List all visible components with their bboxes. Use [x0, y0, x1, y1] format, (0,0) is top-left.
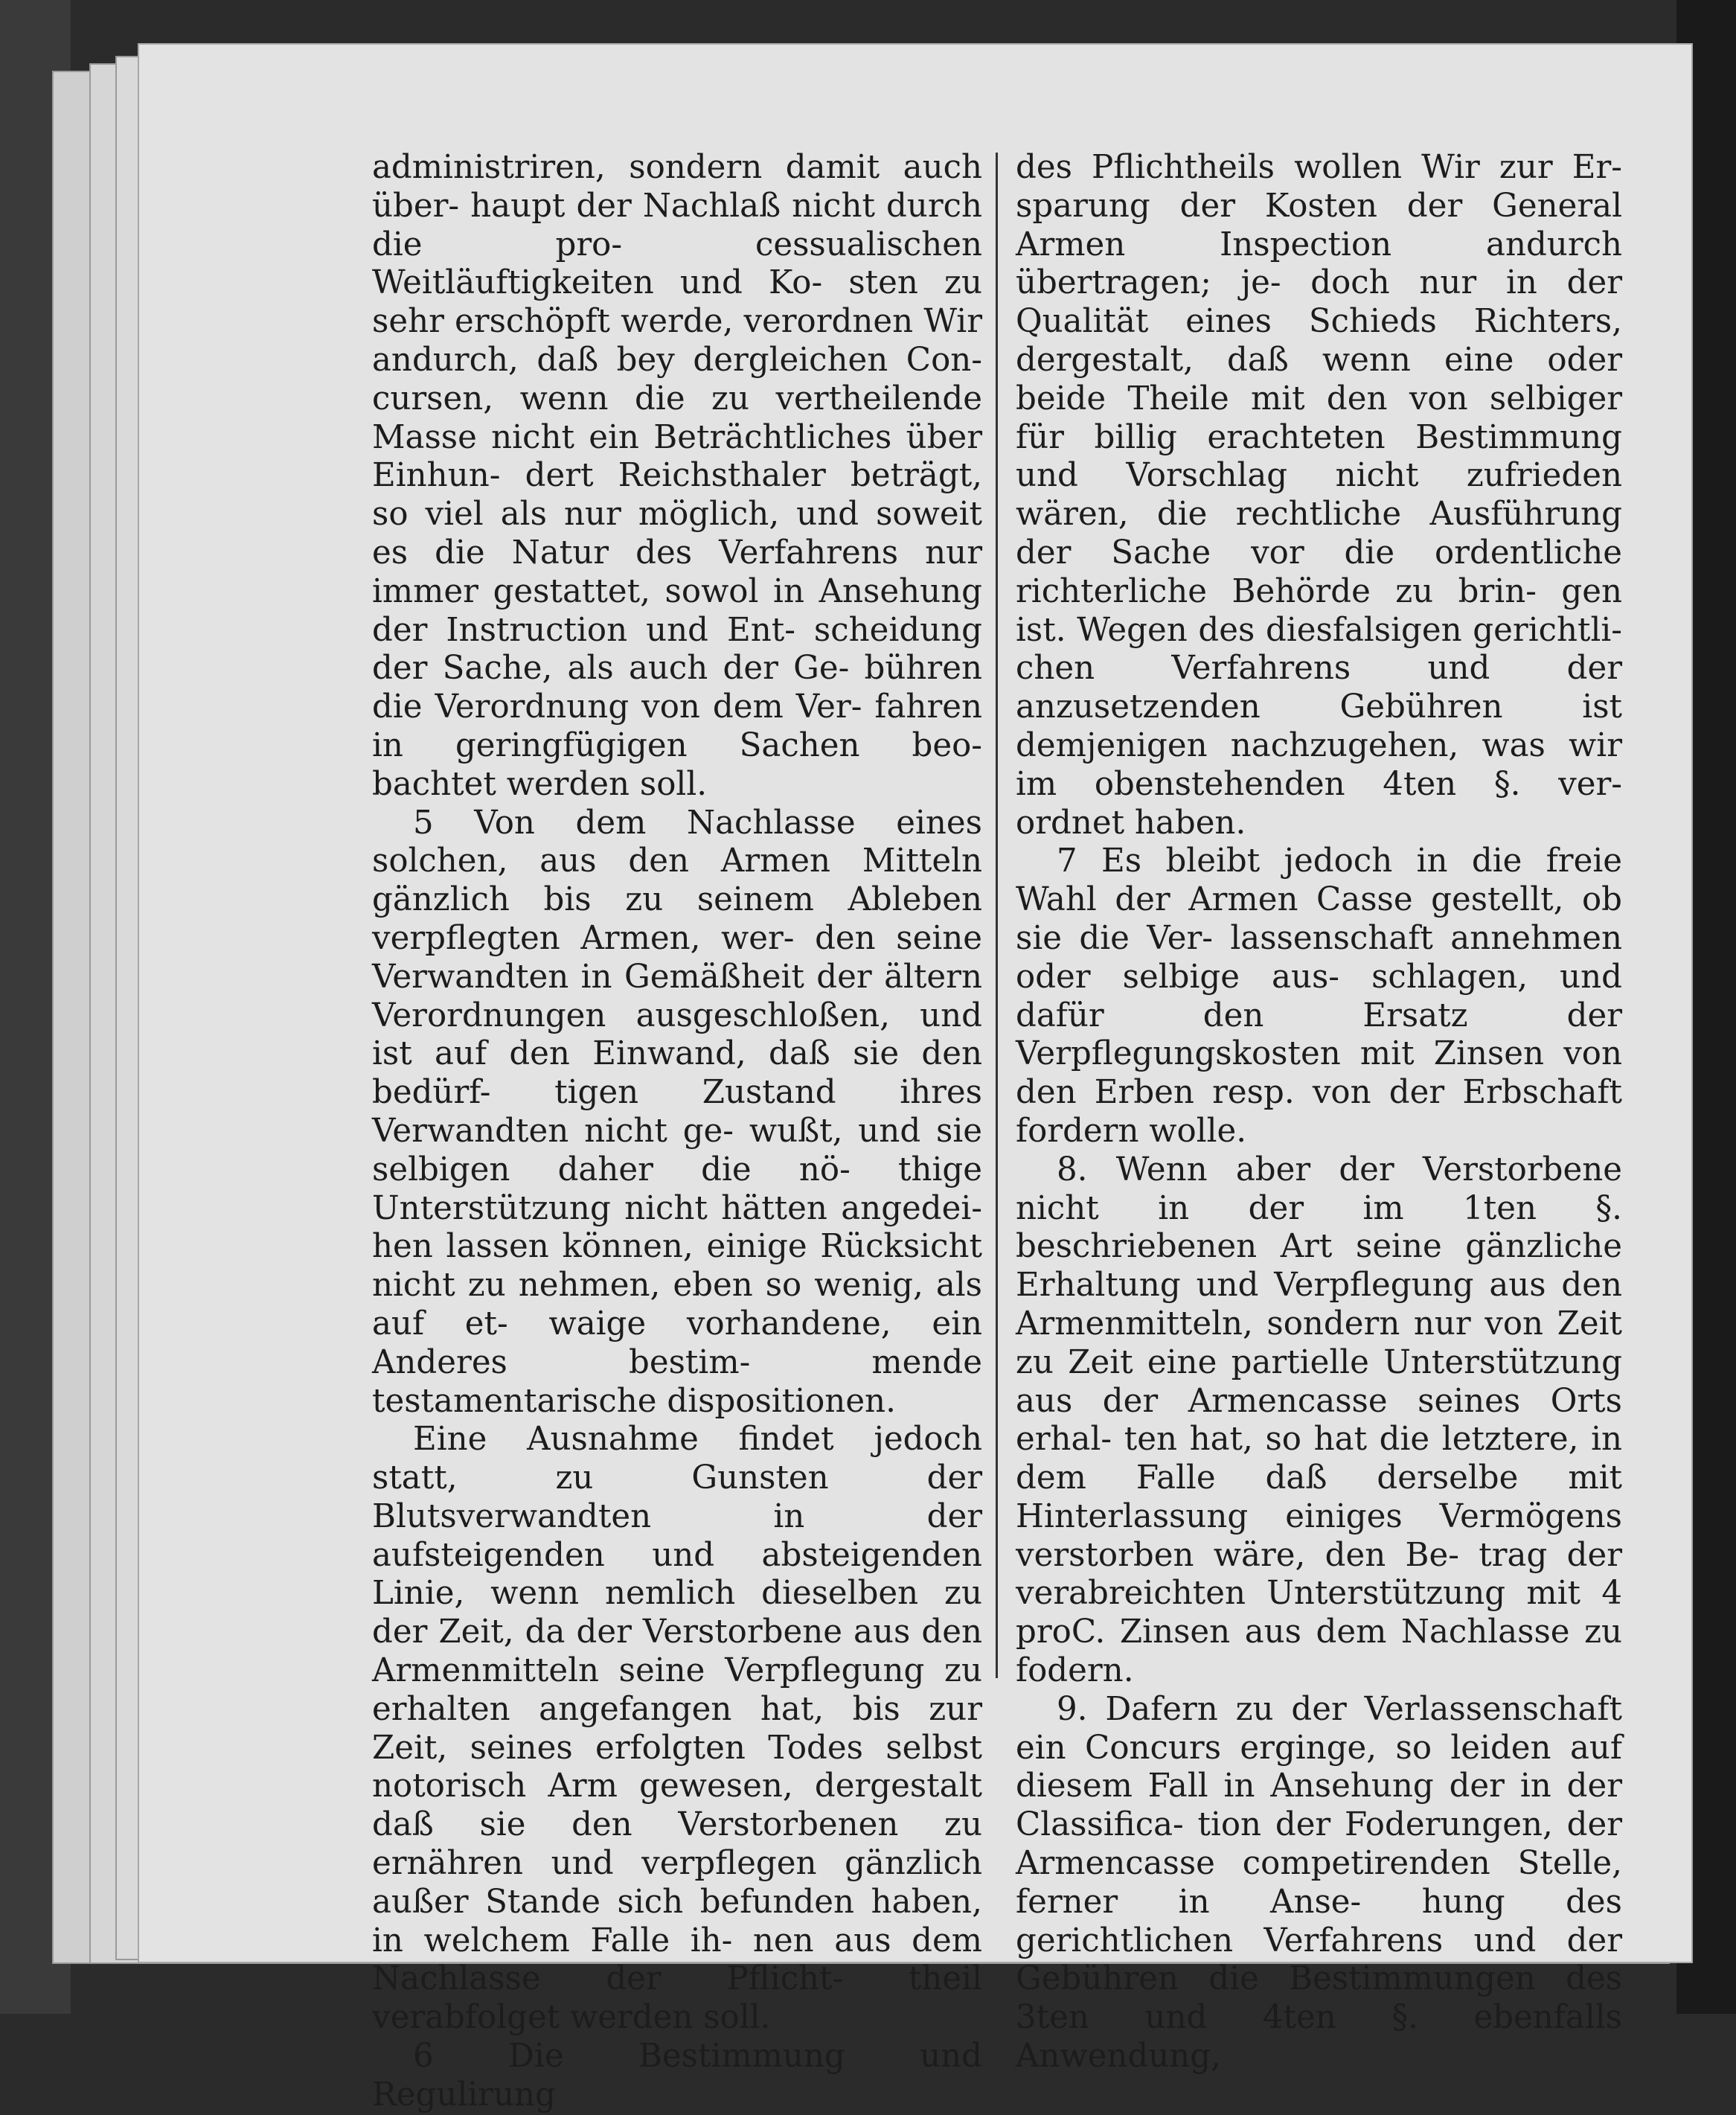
left-paragraph-2: 5 Von dem Nachlasse eines solchen, aus den Armen Mitteln gänzlich bis zu seinem Ableben verpflegten Armen, wer- den seine Verwandten in Gemäßheit der ältern Verordnungen ausgeschloßen, und ist auf den Einwand, daß sie den bedürf- tigen Zustand ihres Verwandten nicht ge- wußt, und sie selbigen daher die nö- thige Unterstützung nicht hätten angedei- hen lassen können, einige Rücksicht nicht zu nehmen, eben so wenig, als auf et- waige vorhandene, ein Anderes bestim- mende testamentarische dispositionen.: [372, 804, 982, 1420]
right-paragraph-3: 8. Wenn aber der Verstorbene nicht in der im 1ten §. beschriebenen Art seine gänzliche Erhaltung und Verpflegung aus den Armenmitteln, sondern nur von Zeit zu Zeit eine partielle Unterstützung aus der Armencasse seines Orts erhal- ten hat, so hat die letztere, in dem Falle daß derselbe mit Hinterlassung einiges Vermögens verstorben wäre, den Be- trag der verabreichten Unterstützung mit 4 proC. Zinsen aus dem Nachlasse zu fodern.: [1016, 1151, 1622, 1690]
left-text-column: [372, 149, 982, 2115]
left-paragraph-4: 6 Die Bestimmung und Regulirung: [372, 2038, 982, 2114]
left-paragraph-3: Eine Ausnahme findet jedoch statt, zu Gunsten der Blutsverwandten in der aufsteigenden und absteigenden Linie, wenn nemlich dieselben zu der Zeit, da der Verstorbene aus den Armenmitteln seine Verpflegung zu erhalten angefangen hat, bis zur Zeit, seines erfolgten Todes selbst notorisch Arm gewesen, dergestalt daß sie den Verstorbenen zu ernähren und verpflegen gänzlich außer Stande sich befunden haben, in welchem Falle ih- nen aus dem Nachlasse der Pflicht- theil verabfolget werden soll.: [372, 1421, 982, 2037]
right-paragraph-1: des Pflichtheils wollen Wir zur Er- sparung der Kosten der General Armen Inspection andurch übertragen; je- doch nur in der Qualität eines Schieds Richters, dergestalt, daß wenn eine oder beide Theile mit den von selbiger für billig erachteten Bestimmung und Vorschlag nicht zufrieden wären, die rechtliche Ausführung der Sache vor die ordentliche richterliche Behörde zu brin- gen ist. Wegen des diesfalsigen gerichtli- chen Verfahrens und der anzusetzenden Gebühren ist demjenigen nachzugehen, was wir im obenstehenden 4ten §. ver- ordnet haben.: [1016, 149, 1622, 842]
left-paragraph-1: administriren, sondern damit auch über- haupt der Nachlaß nicht durch die pro- cessualischen Weitläuftigkeiten und Ko- sten zu sehr erschöpft werde, verordnen Wir andurch, daß bey dergleichen Con- cursen, wenn die zu vertheilende Masse nicht ein Beträchtliches über Einhun- dert Reichsthaler beträgt, so viel als nur möglich, und soweit es die Natur des Verfahrens nur immer gestattet, sowol in Ansehung der Instruction und Ent- scheidung der Sache, als auch der Ge- bühren die Verordnung von dem Ver- fahren in geringfügigen Sachen beo- bachtet werden soll.: [372, 149, 982, 803]
column-divider: [996, 153, 998, 1678]
right-paragraph-4: 9. Dafern zu der Verlassenschaft ein Concurs erginge, so leiden auf diesem Fall in Ansehung der in der Classifica- tion der Foderungen, der Armencasse competirenden Stelle, ferner in Anse- hung des gerichtlichen Verfahrens und der Gebühren die Bestimmungen des 3ten und 4ten §. ebenfalls Anwendung,: [1016, 1690, 1622, 2076]
right-paragraph-2: 7 Es bleibt jedoch in die freie Wahl der Armen Casse gestellt, ob sie die Ver- lassenschaft annehmen oder selbige aus- schlagen, und dafür den Ersatz der Verpflegungskosten mit Zinsen von den Erben resp. von der Erbschaft fordern wolle.: [1016, 842, 1622, 1150]
right-text-column: [1016, 149, 1622, 2076]
